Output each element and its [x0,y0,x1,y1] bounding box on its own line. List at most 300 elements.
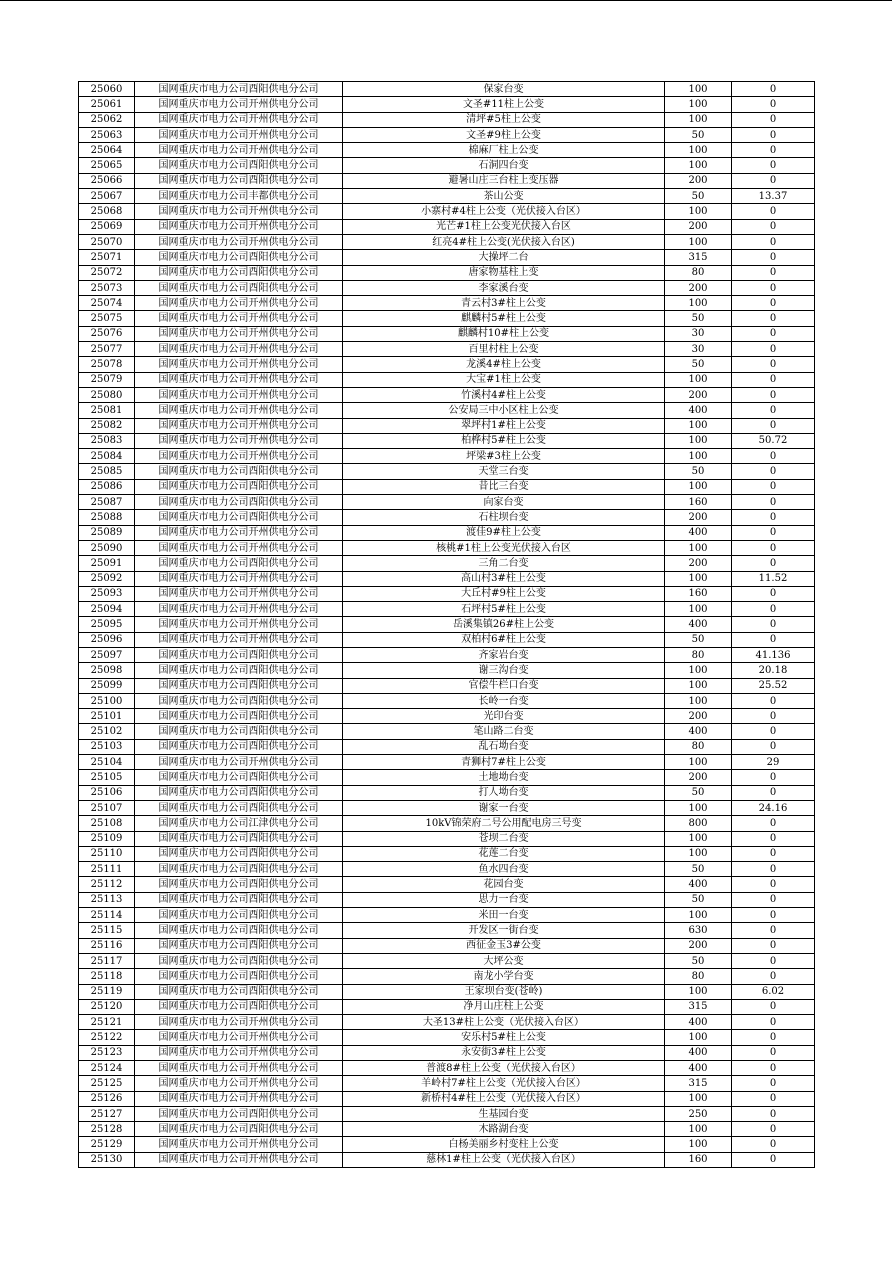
table-row [79,1045,815,1060]
table-row [79,433,815,448]
table-row [79,189,815,204]
table-row [79,999,815,1014]
transformer-name-cell: 岳溪集镇26#柱上公变 [343,617,665,632]
record-id-cell: 25073 [79,280,135,295]
transformer-name-cell: 翠坪村1#柱上公变 [343,418,665,433]
company-cell: 国网重庆市电力公司酉阳供电分公司 [135,280,343,295]
record-id-cell: 25086 [79,479,135,494]
record-id-cell: 25080 [79,387,135,402]
record-id-cell: 25117 [79,953,135,968]
transformer-name-cell: 高山村3#柱上公变 [343,571,665,586]
company-cell: 国网重庆市电力公司酉阳供电分公司 [135,770,343,785]
company-cell: 国网重庆市电力公司酉阳供电分公司 [135,908,343,923]
record-id-cell: 25062 [79,112,135,127]
capacity-cell: 50 [665,892,732,907]
table-row [79,1061,815,1076]
capacity-cell: 100 [665,97,732,112]
table-row [79,387,815,402]
capacity-cell: 100 [665,663,732,678]
capacity-cell: 160 [665,495,732,510]
capacity-cell: 30 [665,326,732,341]
record-id-cell: 25088 [79,510,135,525]
value-cell: 0 [732,632,815,647]
table-row [79,1152,815,1167]
value-cell: 0 [732,234,815,249]
company-cell: 国网重庆市电力公司开州供电分公司 [135,1091,343,1106]
value-cell: 41.136 [732,647,815,662]
transformer-name-cell: 开发区一街台变 [343,923,665,938]
transformer-name-cell: 坪梁#3柱上公变 [343,449,665,464]
transformer-name-cell: 三角二台变 [343,556,665,571]
table-row [79,265,815,280]
record-id-cell: 25110 [79,846,135,861]
record-id-cell: 25075 [79,311,135,326]
transformer-name-cell: 文圣#9柱上公变 [343,127,665,142]
value-cell: 0 [732,342,815,357]
company-cell: 国网重庆市电力公司酉阳供电分公司 [135,663,343,678]
capacity-cell: 50 [665,953,732,968]
value-cell: 0 [732,280,815,295]
value-cell: 0 [732,1106,815,1121]
transformer-name-cell: 光印台变 [343,709,665,724]
capacity-cell: 80 [665,647,732,662]
capacity-cell: 630 [665,923,732,938]
value-cell: 0 [732,387,815,402]
company-cell: 国网重庆市电力公司开州供电分公司 [135,449,343,464]
company-cell: 国网重庆市电力公司酉阳供电分公司 [135,892,343,907]
value-cell: 0 [732,938,815,953]
table-row [79,693,815,708]
table-row [79,953,815,968]
record-id-cell: 25066 [79,173,135,188]
transformer-name-cell: 小寨村#4柱上公变（光伏接入台区） [343,204,665,219]
table-row [79,556,815,571]
company-cell: 国网重庆市电力公司开州供电分公司 [135,1061,343,1076]
value-cell: 50.72 [732,433,815,448]
company-cell: 国网重庆市电力公司酉阳供电分公司 [135,999,343,1014]
company-cell: 国网重庆市电力公司酉阳供电分公司 [135,464,343,479]
value-cell: 0 [732,846,815,861]
table-row [79,862,815,877]
transformer-name-cell: 净月山庄柱上公变 [343,999,665,1014]
capacity-cell: 100 [665,831,732,846]
record-id-cell: 25112 [79,877,135,892]
capacity-cell: 50 [665,357,732,372]
record-id-cell: 25108 [79,816,135,831]
table-row [79,1015,815,1030]
capacity-cell: 315 [665,1076,732,1091]
transformer-table [78,81,815,1168]
value-cell: 6.02 [732,984,815,999]
capacity-cell: 315 [665,999,732,1014]
table-row [79,357,815,372]
capacity-cell: 200 [665,280,732,295]
capacity-cell: 400 [665,1045,732,1060]
capacity-cell: 100 [665,158,732,173]
capacity-cell: 160 [665,1152,732,1167]
record-id-cell: 25074 [79,296,135,311]
table-row [79,908,815,923]
value-cell: 0 [732,923,815,938]
value-cell: 0 [732,173,815,188]
table-row [79,571,815,586]
value-cell: 0 [732,556,815,571]
transformer-name-cell: 渡佳9#柱上公变 [343,525,665,540]
company-cell: 国网重庆市电力公司开州供电分公司 [135,219,343,234]
capacity-cell: 100 [665,846,732,861]
value-cell: 24.16 [732,800,815,815]
table-row [79,586,815,601]
record-id-cell: 25072 [79,265,135,280]
capacity-cell: 100 [665,678,732,693]
value-cell: 0 [732,709,815,724]
transformer-name-cell: 花园台变 [343,877,665,892]
value-cell: 0 [732,1152,815,1167]
value-cell: 0 [732,586,815,601]
value-cell: 0 [732,449,815,464]
company-cell: 国网重庆市电力公司酉阳供电分公司 [135,693,343,708]
value-cell: 0 [732,1091,815,1106]
company-cell: 国网重庆市电力公司酉阳供电分公司 [135,647,343,662]
capacity-cell: 100 [665,372,732,387]
company-cell: 国网重庆市电力公司开州供电分公司 [135,525,343,540]
record-id-cell: 25096 [79,632,135,647]
value-cell: 0 [732,969,815,984]
value-cell: 0 [732,357,815,372]
company-cell: 国网重庆市电力公司开州供电分公司 [135,372,343,387]
capacity-cell: 200 [665,510,732,525]
value-cell: 0 [732,953,815,968]
capacity-cell: 50 [665,127,732,142]
record-id-cell: 25085 [79,464,135,479]
record-id-cell: 25083 [79,433,135,448]
record-id-cell: 25105 [79,770,135,785]
company-cell: 国网重庆市电力公司酉阳供电分公司 [135,709,343,724]
company-cell: 国网重庆市电力公司开州供电分公司 [135,127,343,142]
record-id-cell: 25067 [79,189,135,204]
record-id-cell: 25084 [79,449,135,464]
capacity-cell: 100 [665,693,732,708]
company-cell: 国网重庆市电力公司开州供电分公司 [135,234,343,249]
transformer-name-cell: 清坪#5柱上公变 [343,112,665,127]
value-cell: 0 [732,617,815,632]
capacity-cell: 800 [665,816,732,831]
company-cell: 国网重庆市电力公司开州供电分公司 [135,403,343,418]
value-cell: 20.18 [732,663,815,678]
transformer-name-cell: 永安街3#柱上公变 [343,1045,665,1060]
capacity-cell: 100 [665,1122,732,1137]
value-cell: 0 [732,265,815,280]
value-cell: 0 [732,785,815,800]
company-cell: 国网重庆市电力公司开州供电分公司 [135,418,343,433]
transformer-name-cell: 光芒#1柱上公变光伏接入台区 [343,219,665,234]
transformer-name-cell: 白杨美丽乡村变柱上公变 [343,1137,665,1152]
transformer-name-cell: 谢家一台变 [343,800,665,815]
value-cell: 0 [732,82,815,97]
company-cell: 国网重庆市电力公司酉阳供电分公司 [135,82,343,97]
company-cell: 国网重庆市电力公司酉阳供电分公司 [135,862,343,877]
table-row [79,602,815,617]
transformer-name-cell: 文圣#11柱上公变 [343,97,665,112]
record-id-cell: 25063 [79,127,135,142]
value-cell: 0 [732,862,815,877]
transformer-name-cell: 苍坝二台变 [343,831,665,846]
record-id-cell: 25129 [79,1137,135,1152]
table-row [79,617,815,632]
value-cell: 0 [732,1030,815,1045]
record-id-cell: 25089 [79,525,135,540]
company-cell: 国网重庆市电力公司开州供电分公司 [135,571,343,586]
capacity-cell: 50 [665,632,732,647]
transformer-name-cell: 棉麻厂柱上公变 [343,143,665,158]
value-cell: 0 [732,877,815,892]
transformer-name-cell: 石洞四台变 [343,158,665,173]
record-id-cell: 25092 [79,571,135,586]
company-cell: 国网重庆市电力公司酉阳供电分公司 [135,173,343,188]
table-row [79,510,815,525]
table-row [79,372,815,387]
capacity-cell: 400 [665,1015,732,1030]
record-id-cell: 25097 [79,647,135,662]
transformer-name-cell: 避暑山庄三台柱上变压器 [343,173,665,188]
value-cell: 0 [732,143,815,158]
company-cell: 国网重庆市电力公司酉阳供电分公司 [135,724,343,739]
company-cell: 国网重庆市电力公司开州供电分公司 [135,387,343,402]
transformer-name-cell: 石柱坝台变 [343,510,665,525]
transformer-name-cell: 花莲二台变 [343,846,665,861]
value-cell: 0 [732,219,815,234]
capacity-cell: 100 [665,800,732,815]
company-cell: 国网重庆市电力公司酉阳供电分公司 [135,785,343,800]
value-cell: 0 [732,479,815,494]
company-cell: 国网重庆市电力公司开州供电分公司 [135,357,343,372]
transformer-name-cell: 木路湖台变 [343,1122,665,1137]
value-cell: 0 [732,495,815,510]
table-row [79,311,815,326]
company-cell: 国网重庆市电力公司开州供电分公司 [135,204,343,219]
table-row [79,204,815,219]
transformer-name-cell: 百里村柱上公变 [343,342,665,357]
capacity-cell: 100 [665,433,732,448]
capacity-cell: 315 [665,250,732,265]
table-row [79,219,815,234]
company-cell: 国网重庆市电力公司酉阳供电分公司 [135,969,343,984]
capacity-cell: 80 [665,265,732,280]
record-id-cell: 25119 [79,984,135,999]
company-cell: 国网重庆市电力公司丰都供电分公司 [135,189,343,204]
table-row [79,1122,815,1137]
table-row [79,1106,815,1121]
record-id-cell: 25103 [79,739,135,754]
record-id-cell: 25111 [79,862,135,877]
capacity-cell: 30 [665,342,732,357]
record-id-cell: 25106 [79,785,135,800]
value-cell: 0 [732,296,815,311]
company-cell: 国网重庆市电力公司酉阳供电分公司 [135,479,343,494]
table-row [79,1076,815,1091]
company-cell: 国网重庆市电力公司开州供电分公司 [135,296,343,311]
value-cell: 0 [732,999,815,1014]
table-row [79,709,815,724]
transformer-name-cell: 公安局三中小区柱上公变 [343,403,665,418]
value-cell: 0 [732,1045,815,1060]
capacity-cell: 50 [665,189,732,204]
value-cell: 0 [732,816,815,831]
record-id-cell: 25099 [79,678,135,693]
transformer-name-cell: 鱼水四台变 [343,862,665,877]
value-cell: 0 [732,540,815,555]
capacity-cell: 100 [665,449,732,464]
capacity-cell: 400 [665,877,732,892]
table-row [79,800,815,815]
table-row [79,739,815,754]
value-cell: 0 [732,326,815,341]
company-cell: 国网重庆市电力公司酉阳供电分公司 [135,938,343,953]
transformer-name-cell: 官偿牛栏口台变 [343,678,665,693]
transformer-name-cell: 谢三沟台变 [343,663,665,678]
company-cell: 国网重庆市电力公司酉阳供电分公司 [135,800,343,815]
capacity-cell: 100 [665,479,732,494]
table-row [79,127,815,142]
record-id-cell: 25061 [79,97,135,112]
transformer-name-cell: 向家台变 [343,495,665,510]
transformer-name-cell: 麒麟村10#柱上公变 [343,326,665,341]
value-cell: 0 [732,1076,815,1091]
company-cell: 国网重庆市电力公司江津供电分公司 [135,816,343,831]
record-id-cell: 25060 [79,82,135,97]
record-id-cell: 25070 [79,234,135,249]
table-row [79,770,815,785]
capacity-cell: 200 [665,938,732,953]
capacity-cell: 200 [665,770,732,785]
record-id-cell: 25068 [79,204,135,219]
table-row [79,342,815,357]
transformer-name-cell: 茶山公变 [343,189,665,204]
company-cell: 国网重庆市电力公司开州供电分公司 [135,540,343,555]
value-cell: 0 [732,372,815,387]
table-row [79,143,815,158]
table-row [79,892,815,907]
table-row [79,464,815,479]
company-cell: 国网重庆市电力公司酉阳供电分公司 [135,250,343,265]
table-row [79,540,815,555]
record-id-cell: 25082 [79,418,135,433]
transformer-name-cell: 柏桦村5#柱上公变 [343,433,665,448]
transformer-name-cell: 大圣13#柱上公变（光伏接入台区） [343,1015,665,1030]
value-cell: 0 [732,1015,815,1030]
transformer-name-cell: 龙溪4#柱上公变 [343,357,665,372]
company-cell: 国网重庆市电力公司开州供电分公司 [135,755,343,770]
value-cell: 0 [732,892,815,907]
capacity-cell: 200 [665,219,732,234]
value-cell: 0 [732,693,815,708]
value-cell: 0 [732,770,815,785]
company-cell: 国网重庆市电力公司酉阳供电分公司 [135,923,343,938]
company-cell: 国网重庆市电力公司酉阳供电分公司 [135,678,343,693]
company-cell: 国网重庆市电力公司酉阳供电分公司 [135,495,343,510]
table-row [79,938,815,953]
record-id-cell: 25130 [79,1152,135,1167]
company-cell: 国网重庆市电力公司酉阳供电分公司 [135,877,343,892]
table-row [79,326,815,341]
value-cell: 0 [732,1137,815,1152]
record-id-cell: 25064 [79,143,135,158]
table-row [79,449,815,464]
table-row [79,173,815,188]
record-id-cell: 25127 [79,1106,135,1121]
company-cell: 国网重庆市电力公司酉阳供电分公司 [135,984,343,999]
transformer-name-cell: 土地坳台变 [343,770,665,785]
transformer-name-cell: 齐家岩台变 [343,647,665,662]
capacity-cell: 80 [665,739,732,754]
transformer-name-cell: 普渡8#柱上公变（光伏接入台区） [343,1061,665,1076]
transformer-name-cell: 南龙小学台变 [343,969,665,984]
company-cell: 国网重庆市电力公司开州供电分公司 [135,311,343,326]
table-row [79,923,815,938]
transformer-name-cell: 天堂三台变 [343,464,665,479]
company-cell: 国网重庆市电力公司酉阳供电分公司 [135,953,343,968]
record-id-cell: 25093 [79,586,135,601]
capacity-cell: 200 [665,709,732,724]
record-id-cell: 25077 [79,342,135,357]
capacity-cell: 100 [665,540,732,555]
transformer-name-cell: 慈林1#柱上公变（光伏接入台区） [343,1152,665,1167]
company-cell: 国网重庆市电力公司开州供电分公司 [135,342,343,357]
company-cell: 国网重庆市电力公司酉阳供电分公司 [135,739,343,754]
value-cell: 0 [732,204,815,219]
capacity-cell: 100 [665,755,732,770]
value-cell: 25.52 [732,678,815,693]
transformer-name-cell: 昔比三台变 [343,479,665,494]
company-cell: 国网重庆市电力公司开州供电分公司 [135,326,343,341]
capacity-cell: 100 [665,602,732,617]
company-cell: 国网重庆市电力公司酉阳供电分公司 [135,831,343,846]
company-cell: 国网重庆市电力公司开州供电分公司 [135,97,343,112]
company-cell: 国网重庆市电力公司开州供电分公司 [135,586,343,601]
table-row [79,632,815,647]
table-row [79,418,815,433]
table-row [79,82,815,97]
transformer-name-cell: 大丘村#9柱上公变 [343,586,665,601]
table-row [79,647,815,662]
company-cell: 国网重庆市电力公司开州供电分公司 [135,632,343,647]
capacity-cell: 200 [665,173,732,188]
company-cell: 国网重庆市电力公司开州供电分公司 [135,112,343,127]
table-row [79,663,815,678]
transformer-name-cell: 新桥村4#柱上公变（光伏接入台区） [343,1091,665,1106]
transformer-name-cell: 米田一台变 [343,908,665,923]
record-id-cell: 25069 [79,219,135,234]
table-row [79,250,815,265]
transformer-name-cell: 打人坳台变 [343,785,665,800]
value-cell: 0 [732,112,815,127]
company-cell: 国网重庆市电力公司开州供电分公司 [135,1152,343,1167]
value-cell: 0 [732,739,815,754]
capacity-cell: 200 [665,556,732,571]
record-id-cell: 25076 [79,326,135,341]
capacity-cell: 100 [665,984,732,999]
record-id-cell: 25128 [79,1122,135,1137]
table-row [79,479,815,494]
capacity-cell: 400 [665,525,732,540]
transformer-name-cell: 青狮村7#柱上公变 [343,755,665,770]
table-row [79,1030,815,1045]
capacity-cell: 400 [665,403,732,418]
value-cell: 0 [732,403,815,418]
record-id-cell: 25126 [79,1091,135,1106]
value-cell: 0 [732,250,815,265]
page-top-border [0,0,892,1]
